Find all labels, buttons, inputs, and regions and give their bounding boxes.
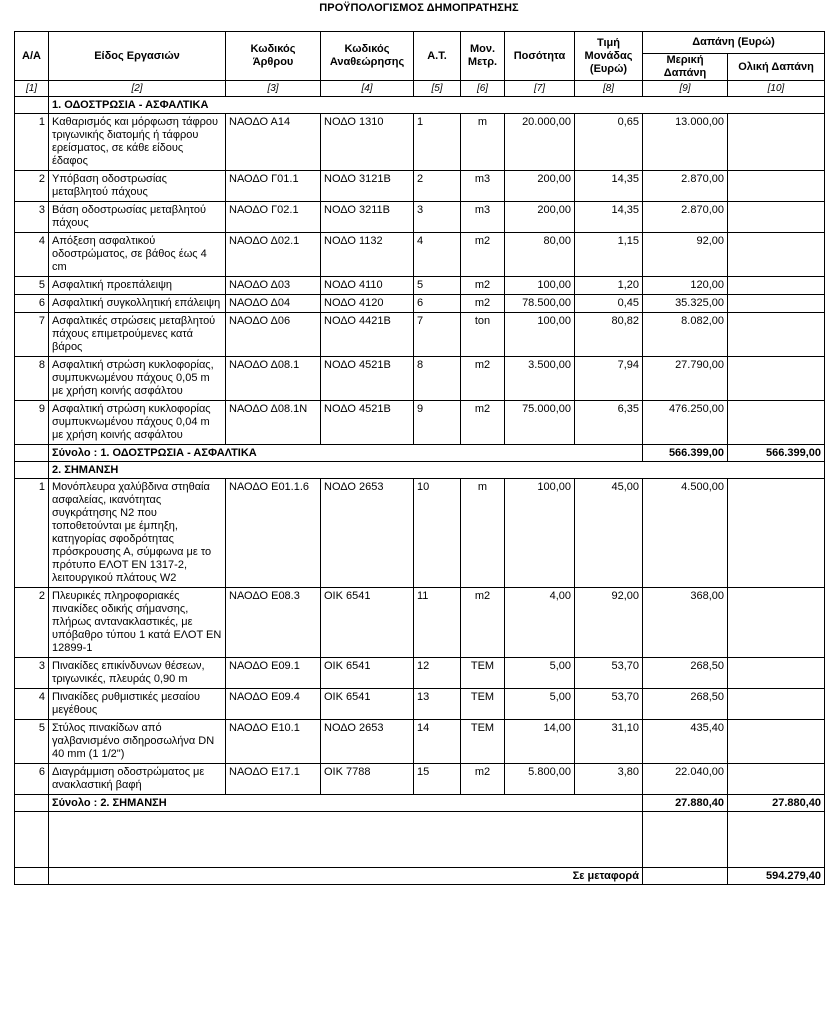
item-description: Ασφαλτική προεπάλειψη <box>49 277 226 295</box>
blank-cell <box>643 812 728 868</box>
table-row <box>15 658 825 689</box>
blank-cell <box>49 812 643 868</box>
blank-row <box>15 812 825 868</box>
item-unit: m2 <box>461 295 505 313</box>
item-partial-cost: 476.250,00 <box>643 401 728 445</box>
col-header-article-code: Κωδικός Άρθρου <box>226 32 321 81</box>
item-unit: ΤΕΜ <box>461 689 505 720</box>
item-quantity: 20.000,00 <box>505 114 575 171</box>
item-quantity: 5,00 <box>505 658 575 689</box>
index-cell: [5] <box>414 81 461 97</box>
item-total-cost <box>728 479 825 588</box>
section-header-row <box>15 97 825 114</box>
item-description: Καθαρισμός και μόρφωση τάφρου τριγωνικής διατομής ή τάφρου ερείσματος, σε κάθε είδους έδαφος <box>49 114 226 171</box>
col-header-work: Είδος Εργασιών <box>49 32 226 81</box>
total-spacer <box>15 795 49 812</box>
section-total-total: 566.399,00 <box>728 445 825 462</box>
table-row <box>15 720 825 764</box>
item-description: Πινακίδες επικίνδυνων θέσεων, τριγωνικές, πλευράς 0,90 m <box>49 658 226 689</box>
item-partial-cost: 13.000,00 <box>643 114 728 171</box>
item-unit: ΤΕΜ <box>461 720 505 764</box>
total-spacer <box>15 445 49 462</box>
col-header-at: Α.Τ. <box>414 32 461 81</box>
item-description: Πινακίδες ρυθμιστικές μεσαίου μεγέθους <box>49 689 226 720</box>
item-quantity: 78.500,00 <box>505 295 575 313</box>
budget-table <box>14 31 825 885</box>
item-at: 13 <box>414 689 461 720</box>
item-unit-price: 6,35 <box>575 401 643 445</box>
item-unit: ton <box>461 313 505 357</box>
item-partial-cost: 268,50 <box>643 658 728 689</box>
section-empty <box>728 97 825 114</box>
table-row <box>15 313 825 357</box>
item-revision-code: ΝΟΔΟ 2653 <box>321 720 414 764</box>
item-partial-cost: 22.040,00 <box>643 764 728 795</box>
item-total-cost <box>728 202 825 233</box>
carry-forward-label: Σε μεταφορά <box>49 868 643 885</box>
item-unit: m <box>461 479 505 588</box>
item-revision-code: ΝΟΔΟ 1310 <box>321 114 414 171</box>
item-total-cost <box>728 233 825 277</box>
item-unit: m2 <box>461 588 505 658</box>
item-partial-cost: 120,00 <box>643 277 728 295</box>
item-number: 9 <box>15 401 49 445</box>
carry-forward-value: 594.279,40 <box>728 868 825 885</box>
table-row <box>15 764 825 795</box>
blank-cell <box>728 812 825 868</box>
item-revision-code: ΝΟΔΟ 4110 <box>321 277 414 295</box>
item-number: 3 <box>15 658 49 689</box>
item-total-cost <box>728 658 825 689</box>
item-quantity: 200,00 <box>505 171 575 202</box>
index-cell: [3] <box>226 81 321 97</box>
section-title: 1. ΟΔΟΣΤΡΩΣΙΑ - ΑΣΦΑΛΤΙΚΑ <box>49 97 643 114</box>
item-article-code: ΝΑΟΔΟ Γ02.1 <box>226 202 321 233</box>
item-article-code: ΝΑΟΔΟ Ε17.1 <box>226 764 321 795</box>
item-number: 4 <box>15 233 49 277</box>
section-total-label: Σύνολο : 2. ΣΗΜΑΝΣΗ <box>49 795 643 812</box>
item-at: 7 <box>414 313 461 357</box>
item-description: Ασφαλτική στρώση κυκλοφορίας, συμπυκνωμένου πάχους 0,05 m με χρήση κοινής ασφάλτου <box>49 357 226 401</box>
col-header-aa: Α/Α <box>15 32 49 81</box>
item-total-cost <box>728 588 825 658</box>
col-header-cost: Δαπάνη (Ευρώ) <box>643 32 825 54</box>
item-at: 14 <box>414 720 461 764</box>
table-row <box>15 114 825 171</box>
item-article-code: ΝΑΟΔΟ Ε09.4 <box>226 689 321 720</box>
blank-cell <box>15 812 49 868</box>
item-revision-code: ΝΟΔΟ 3121Β <box>321 171 414 202</box>
table-row <box>15 479 825 588</box>
table-row <box>15 295 825 313</box>
item-article-code: ΝΑΟΔΟ Α14 <box>226 114 321 171</box>
item-at: 4 <box>414 233 461 277</box>
item-total-cost <box>728 401 825 445</box>
item-description: Πλευρικές πληροφοριακές πινακίδες οδικής σήμανσης, πλήρως αντανακλαστικές, με υπόβαθρο τύπου 1 κατά ΕΛΟΤ ΕΝ 12899-1 <box>49 588 226 658</box>
item-revision-code: ΟΙΚ 7788 <box>321 764 414 795</box>
item-total-cost <box>728 357 825 401</box>
item-number: 7 <box>15 313 49 357</box>
item-number: 2 <box>15 171 49 202</box>
item-partial-cost: 435,40 <box>643 720 728 764</box>
item-revision-code: ΝΟΔΟ 3211Β <box>321 202 414 233</box>
item-at: 12 <box>414 658 461 689</box>
item-description: Υπόβαση οδοστρωσίας μεταβλητού πάχους <box>49 171 226 202</box>
item-quantity: 100,00 <box>505 479 575 588</box>
table-row <box>15 588 825 658</box>
item-revision-code: ΝΟΔΟ 2653 <box>321 479 414 588</box>
item-unit-price: 53,70 <box>575 658 643 689</box>
item-description: Στύλος πινακίδων από γαλβανισμένο σιδηροσωλήνα DN 40 mm (1 1/2") <box>49 720 226 764</box>
item-total-cost <box>728 295 825 313</box>
section-total-partial: 566.399,00 <box>643 445 728 462</box>
item-unit-price: 1,15 <box>575 233 643 277</box>
index-cell: [2] <box>49 81 226 97</box>
item-unit-price: 92,00 <box>575 588 643 658</box>
item-at: 15 <box>414 764 461 795</box>
item-unit: m3 <box>461 171 505 202</box>
table-row <box>15 233 825 277</box>
index-cell: [8] <box>575 81 643 97</box>
item-revision-code: ΟΙΚ 6541 <box>321 658 414 689</box>
item-at: 1 <box>414 114 461 171</box>
section-total-row <box>15 445 825 462</box>
item-partial-cost: 2.870,00 <box>643 202 728 233</box>
col-header-unit-price: Τιμή Μονάδας (Ευρώ) <box>575 32 643 81</box>
col-header-unit: Μον. Μετρ. <box>461 32 505 81</box>
item-quantity: 3.500,00 <box>505 357 575 401</box>
item-quantity: 200,00 <box>505 202 575 233</box>
section-total-partial: 27.880,40 <box>643 795 728 812</box>
item-at: 5 <box>414 277 461 295</box>
item-revision-code: ΝΟΔΟ 4521Β <box>321 357 414 401</box>
page-title: ΠΡΟΫΠΟΛΟΓΙΣΜΟΣ ΔΗΜΟΠΡΑΤΗΣΗΣ <box>319 2 519 14</box>
item-partial-cost: 8.082,00 <box>643 313 728 357</box>
item-description: Ασφαλτική στρώση κυκλοφορίας συμπυκνωμένου πάχους 0,04 m με χρήση κοινής ασφάλτου <box>49 401 226 445</box>
item-partial-cost: 2.870,00 <box>643 171 728 202</box>
item-description: Απόξεση ασφαλτικού οδοστρώματος, σε βάθος έως 4 cm <box>49 233 226 277</box>
item-number: 5 <box>15 277 49 295</box>
section-spacer <box>15 462 49 479</box>
item-article-code: ΝΑΟΔΟ Ε08.3 <box>226 588 321 658</box>
item-total-cost <box>728 277 825 295</box>
item-total-cost <box>728 720 825 764</box>
item-unit-price: 1,20 <box>575 277 643 295</box>
item-description: Ασφαλτική συγκολλητική επάλειψη <box>49 295 226 313</box>
item-total-cost <box>728 313 825 357</box>
item-unit-price: 53,70 <box>575 689 643 720</box>
index-cell: [4] <box>321 81 414 97</box>
item-unit-price: 31,10 <box>575 720 643 764</box>
item-article-code: ΝΑΟΔΟ Δ03 <box>226 277 321 295</box>
item-at: 3 <box>414 202 461 233</box>
col-header-quantity: Ποσότητα <box>505 32 575 81</box>
col-header-revision-code: Κωδικός Αναθεώρησης <box>321 32 414 81</box>
item-at: 11 <box>414 588 461 658</box>
item-article-code: ΝΑΟΔΟ Δ02.1 <box>226 233 321 277</box>
item-article-code: ΝΑΟΔΟ Δ06 <box>226 313 321 357</box>
item-article-code: ΝΑΟΔΟ Γ01.1 <box>226 171 321 202</box>
carry-forward-row <box>15 868 825 885</box>
item-description: Ασφαλτικές στρώσεις μεταβλητού πάχους επιμετρούμενες κατά βάρος <box>49 313 226 357</box>
item-unit-price: 45,00 <box>575 479 643 588</box>
item-at: 9 <box>414 401 461 445</box>
table-row <box>15 277 825 295</box>
item-number: 4 <box>15 689 49 720</box>
section-header-row <box>15 462 825 479</box>
item-unit-price: 3,80 <box>575 764 643 795</box>
section-empty <box>643 462 728 479</box>
item-article-code: ΝΑΟΔΟ Δ08.1Ν <box>226 401 321 445</box>
section-empty <box>728 462 825 479</box>
item-unit: m2 <box>461 764 505 795</box>
table-row <box>15 202 825 233</box>
carry-empty <box>643 868 728 885</box>
item-partial-cost: 368,00 <box>643 588 728 658</box>
item-unit-price: 0,65 <box>575 114 643 171</box>
item-number: 2 <box>15 588 49 658</box>
section-empty <box>643 97 728 114</box>
item-at: 8 <box>414 357 461 401</box>
table-row <box>15 171 825 202</box>
table-row <box>15 357 825 401</box>
item-partial-cost: 268,50 <box>643 689 728 720</box>
item-total-cost <box>728 764 825 795</box>
item-at: 10 <box>414 479 461 588</box>
index-cell: [10] <box>728 81 825 97</box>
item-unit: m2 <box>461 233 505 277</box>
index-cell: [6] <box>461 81 505 97</box>
item-total-cost <box>728 171 825 202</box>
item-at: 6 <box>414 295 461 313</box>
item-unit-price: 0,45 <box>575 295 643 313</box>
item-unit: m2 <box>461 357 505 401</box>
item-number: 6 <box>15 764 49 795</box>
item-revision-code: ΟΙΚ 6541 <box>321 588 414 658</box>
carry-spacer <box>15 868 49 885</box>
item-unit: ΤΕΜ <box>461 658 505 689</box>
item-quantity: 14,00 <box>505 720 575 764</box>
item-unit-price: 14,35 <box>575 202 643 233</box>
item-partial-cost: 27.790,00 <box>643 357 728 401</box>
item-at: 2 <box>414 171 461 202</box>
table-row <box>15 689 825 720</box>
item-total-cost <box>728 689 825 720</box>
item-quantity: 5,00 <box>505 689 575 720</box>
item-description: Διαγράμμιση οδοστρώματος με ανακλαστική βαφή <box>49 764 226 795</box>
item-unit-price: 14,35 <box>575 171 643 202</box>
col-header-partial: Μερική Δαπάνη <box>643 54 728 81</box>
table-row <box>15 401 825 445</box>
index-cell: [7] <box>505 81 575 97</box>
item-revision-code: ΟΙΚ 6541 <box>321 689 414 720</box>
item-revision-code: ΝΟΔΟ 1132 <box>321 233 414 277</box>
item-unit-price: 7,94 <box>575 357 643 401</box>
item-number: 5 <box>15 720 49 764</box>
item-description: Βάση οδοστρωσίας μεταβλητού πάχους <box>49 202 226 233</box>
item-partial-cost: 35.325,00 <box>643 295 728 313</box>
item-article-code: ΝΑΟΔΟ Ε01.1.6 <box>226 479 321 588</box>
item-quantity: 80,00 <box>505 233 575 277</box>
item-unit: m2 <box>461 277 505 295</box>
index-row <box>15 81 825 97</box>
item-unit: m3 <box>461 202 505 233</box>
item-article-code: ΝΑΟΔΟ Δ08.1 <box>226 357 321 401</box>
item-number: 8 <box>15 357 49 401</box>
item-unit-price: 80,82 <box>575 313 643 357</box>
item-unit: m <box>461 114 505 171</box>
item-article-code: ΝΑΟΔΟ Δ04 <box>226 295 321 313</box>
section-title: 2. ΣΗΜΑΝΣΗ <box>49 462 643 479</box>
item-revision-code: ΝΟΔΟ 4120 <box>321 295 414 313</box>
item-quantity: 75.000,00 <box>505 401 575 445</box>
section-total-total: 27.880,40 <box>728 795 825 812</box>
index-cell: [9] <box>643 81 728 97</box>
item-number: 6 <box>15 295 49 313</box>
item-quantity: 5.800,00 <box>505 764 575 795</box>
col-header-total: Ολική Δαπάνη <box>728 54 825 81</box>
item-quantity: 100,00 <box>505 277 575 295</box>
item-partial-cost: 92,00 <box>643 233 728 277</box>
item-number: 1 <box>15 479 49 588</box>
item-partial-cost: 4.500,00 <box>643 479 728 588</box>
item-number: 3 <box>15 202 49 233</box>
item-unit: m2 <box>461 401 505 445</box>
item-number: 1 <box>15 114 49 171</box>
item-quantity: 100,00 <box>505 313 575 357</box>
item-total-cost <box>728 114 825 171</box>
section-total-label: Σύνολο : 1. ΟΔΟΣΤΡΩΣΙΑ - ΑΣΦΑΛΤΙΚΑ <box>49 445 643 462</box>
section-spacer <box>15 97 49 114</box>
section-total-row <box>15 795 825 812</box>
item-description: Μονόπλευρα χαλύβδινα στηθαία ασφαλείας, ικανότητας συγκράτησης N2 που τοποθετούνται με έμπηξη, κατηγορίας σφοδρότητας πρόσκρουσης Α, σύμφωνα με το πρότυπο ΕΛΟΤ ΕΝ 1317-2, λειτουργικού πλάτους W2 <box>49 479 226 588</box>
index-cell: [1] <box>15 81 49 97</box>
item-revision-code: ΝΟΔΟ 4521Β <box>321 401 414 445</box>
item-revision-code: ΝΟΔΟ 4421Β <box>321 313 414 357</box>
item-article-code: ΝΑΟΔΟ Ε09.1 <box>226 658 321 689</box>
item-article-code: ΝΑΟΔΟ Ε10.1 <box>226 720 321 764</box>
item-quantity: 4,00 <box>505 588 575 658</box>
